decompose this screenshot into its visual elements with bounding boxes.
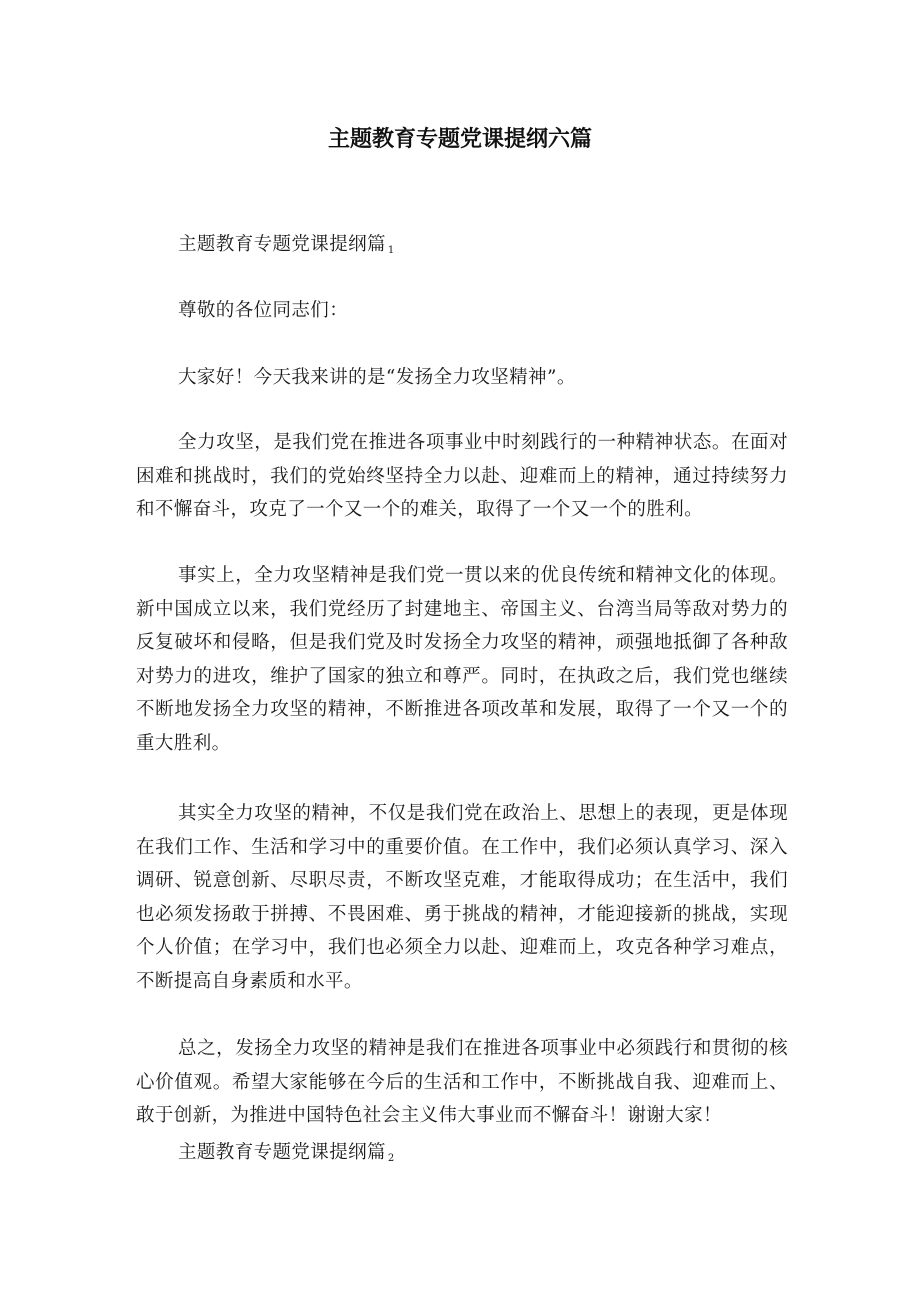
salutation: 尊敬的各位同志们： — [178, 300, 349, 321]
paragraph-4: 总之，发扬全力攻坚的精神是我们在推进各项事业中必须践行和贯彻的核心价值观。希望大家能够在今后的生活和工作中，不断挑战自我、迎难而上、敢于创新，为推进中国特色社会主义伟大事业而不懈奋斗！谢谢大家！ — [136, 1038, 788, 1126]
section-heading-2-number: 2 — [387, 1153, 395, 1164]
section-heading-1 — [178, 228, 788, 268]
section-heading-1-text: 主题教育专题党课提纲篇 — [178, 234, 386, 255]
section-heading-1-number: 1 — [387, 245, 395, 256]
paragraph-2: 事实上，全力攻坚精神是我们党一贯以来的优良传统和精神文化的体现。新中国成立以来，我们党经历了封建地主、帝国主义、台湾当局等敌对势力的反复破坏和侵略，但是我们党及时发扬全力攻坚的精神，顽强地抵御了各种敌对势力的进攻，维护了国家的独立和尊严。同时，在执政之后，我们党也继续不断地发扬全力攻坚的精神，不断推进各项改革和发展，取得了一个又一个的重大胜利。 — [136, 565, 788, 754]
section-heading-2-text: 主题教育专题党课提纲篇 — [178, 1142, 386, 1163]
paragraph-3: 其实全力攻坚的精神，不仅是我们党在政治上、思想上的表现，更是体现在我们工作、生活和学习中的重要价值。在工作中，我们必须认真学习、深入调研、锐意创新、尽职尽责，不断攻坚克难，才能取得成功；在生活中，我们也必须发扬敢于拼搏、不畏困难、勇于挑战的精神，才能迎接新的挑战，实现个人价值；在学习中，我们也必须全力以赴、迎难而上，攻克各种学习难点，不断提高自身素质和水平。 — [136, 803, 788, 992]
greeting: 大家好！今天我来讲的是“发扬全力攻坚精神”。 — [178, 367, 576, 388]
section-heading-2 — [178, 1136, 788, 1176]
document-title: 主题教育专题党课提纲六篇 — [327, 127, 592, 152]
paragraph-1: 全力攻坚，是我们党在推进各项事业中时刻践行的一种精神状态。在面对困难和挑战时，我们的党始终坚持全力以赴、迎难而上的精神，通过持续努力和不懈奋斗，攻克了一个又一个的难关，取得了一个又一个的胜利。 — [136, 432, 788, 520]
